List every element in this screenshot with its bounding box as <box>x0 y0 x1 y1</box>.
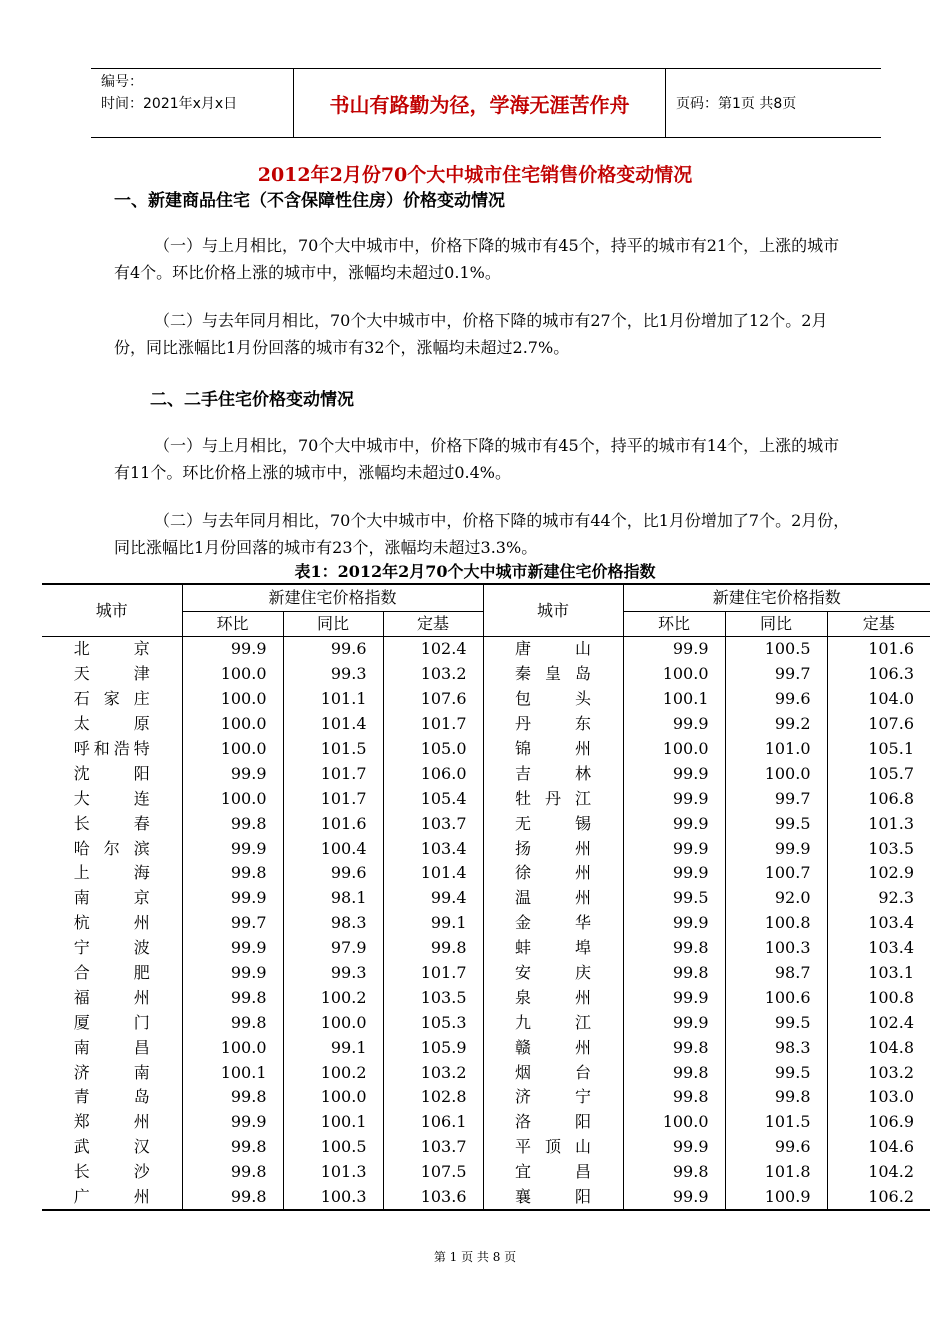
header-page: 页码：第1页 共8页 <box>676 96 797 112</box>
city-cell <box>42 1185 182 1211</box>
table-row <box>42 985 930 1010</box>
base-value: 101.3 <box>868 813 914 833</box>
mom-value: 100.0 <box>623 1110 725 1135</box>
city-name: 上海 <box>73 863 150 883</box>
col-header-city-left: 城市 <box>42 584 182 637</box>
city-cell <box>42 737 182 762</box>
col-header-yoy-right: 同比 <box>725 612 827 637</box>
city-cell <box>42 911 182 936</box>
base-value: 106.9 <box>868 1112 914 1132</box>
city-name: 济宁 <box>515 1087 591 1107</box>
base-value: 103.5 <box>383 985 483 1010</box>
city-cell <box>483 836 623 861</box>
yoy-value: 99.5 <box>725 811 827 836</box>
section1-heading: 一、新建商品住宅（不含保障性住房）价格变动情况 <box>114 191 505 211</box>
city-cell <box>42 1010 182 1035</box>
mom-value: 99.8 <box>623 936 725 961</box>
city-cell <box>42 786 182 811</box>
mom-value: 99.9 <box>182 961 283 986</box>
base-value: 104.0 <box>868 689 914 709</box>
base-value: 107.5 <box>383 1160 483 1185</box>
city-name: 大连 <box>73 788 150 808</box>
city-name: 广州 <box>73 1187 150 1207</box>
yoy-value: 100.3 <box>283 1185 383 1211</box>
city-cell <box>483 911 623 936</box>
yoy-value: 100.0 <box>725 761 827 786</box>
yoy-value: 100.1 <box>283 1110 383 1135</box>
city-cell <box>483 1185 623 1211</box>
header-meta <box>91 69 293 137</box>
mom-value: 99.8 <box>182 1085 283 1110</box>
mom-value: 99.8 <box>623 1035 725 1060</box>
yoy-value: 100.0 <box>283 1085 383 1110</box>
city-name: 赣州 <box>515 1037 591 1057</box>
base-value: 101.6 <box>868 639 914 659</box>
yoy-value: 97.9 <box>283 936 383 961</box>
city-cell <box>483 1135 623 1160</box>
city-cell <box>483 936 623 961</box>
city-cell <box>483 1160 623 1185</box>
base-value: 105.3 <box>383 1010 483 1035</box>
city-name: 青岛 <box>73 1087 150 1107</box>
yoy-value: 101.8 <box>725 1160 827 1185</box>
base-value: 99.1 <box>383 911 483 936</box>
city-name: 哈尔滨 <box>73 838 150 858</box>
yoy-value: 99.5 <box>725 1060 827 1085</box>
section2-heading: 二、二手住宅价格变动情况 <box>150 390 354 410</box>
yoy-value: 100.7 <box>725 861 827 886</box>
base-value: 107.6 <box>383 687 483 712</box>
col-header-mom-left: 环比 <box>182 612 283 637</box>
city-cell <box>483 761 623 786</box>
city-cell <box>483 712 623 737</box>
city-name: 扬州 <box>515 838 591 858</box>
base-value: 103.1 <box>868 963 914 983</box>
city-name: 安庆 <box>515 963 591 983</box>
section1-paragraph-1: （一）与上月相比，70个大中城市中，价格下降的城市有45个，持平的城市有21个，上涨的城市有4个。环比价格上涨的城市中，涨幅均未超过0.1%。 <box>114 236 840 282</box>
city-name: 金华 <box>515 913 591 933</box>
mom-value: 100.0 <box>182 786 283 811</box>
table-row <box>42 1060 930 1085</box>
col-header-base-right: 定基 <box>827 612 930 637</box>
mom-value: 99.9 <box>623 1185 725 1211</box>
yoy-value: 100.0 <box>283 1010 383 1035</box>
header-number: 编号： <box>101 74 143 90</box>
city-cell <box>483 662 623 687</box>
city-name: 泉州 <box>515 987 591 1007</box>
mom-value: 99.8 <box>182 1010 283 1035</box>
mom-value: 100.0 <box>182 1035 283 1060</box>
mom-value: 99.8 <box>182 1185 283 1211</box>
mom-value: 99.7 <box>182 911 283 936</box>
base-value: 104.6 <box>868 1137 914 1157</box>
mom-value: 99.9 <box>182 637 283 662</box>
yoy-value: 101.7 <box>283 786 383 811</box>
city-cell <box>483 861 623 886</box>
city-cell <box>42 761 182 786</box>
base-value: 103.2 <box>383 1060 483 1085</box>
city-cell <box>42 1085 182 1110</box>
city-name: 烟台 <box>515 1062 591 1082</box>
document-header <box>91 68 881 138</box>
yoy-value: 99.6 <box>725 1135 827 1160</box>
base-value: 106.8 <box>868 788 914 808</box>
yoy-value: 99.9 <box>725 836 827 861</box>
city-cell <box>42 1110 182 1135</box>
city-cell <box>42 1035 182 1060</box>
city-name: 呼和浩特 <box>73 739 150 758</box>
table-row <box>42 687 930 712</box>
city-cell <box>42 1060 182 1085</box>
city-name: 襄阳 <box>515 1187 591 1207</box>
mom-value: 99.5 <box>623 886 725 911</box>
base-value: 92.3 <box>878 888 914 908</box>
city-name: 包头 <box>515 689 591 709</box>
city-name: 蚌埠 <box>515 938 591 958</box>
yoy-value: 98.7 <box>725 961 827 986</box>
city-cell <box>483 961 623 986</box>
mom-value: 99.9 <box>623 985 725 1010</box>
base-value: 105.4 <box>383 786 483 811</box>
yoy-value: 101.6 <box>283 811 383 836</box>
col-header-group-left: 新建住宅价格指数 <box>182 584 483 612</box>
city-name: 秦皇岛 <box>515 664 591 684</box>
city-name: 南京 <box>73 888 150 908</box>
city-name: 北京 <box>73 639 150 659</box>
city-cell <box>483 786 623 811</box>
mom-value: 99.9 <box>623 1010 725 1035</box>
table-row <box>42 961 930 986</box>
city-name: 平顶山 <box>515 1137 591 1157</box>
yoy-value: 98.1 <box>283 886 383 911</box>
base-value: 103.7 <box>383 1135 483 1160</box>
yoy-value: 100.2 <box>283 985 383 1010</box>
table-row <box>42 861 930 886</box>
mom-value: 99.9 <box>623 836 725 861</box>
city-name: 锦州 <box>515 739 591 758</box>
city-name: 长春 <box>73 813 150 833</box>
city-cell <box>42 811 182 836</box>
yoy-value: 100.4 <box>283 836 383 861</box>
mom-value: 99.9 <box>182 761 283 786</box>
yoy-value: 98.3 <box>725 1035 827 1060</box>
city-cell <box>42 985 182 1010</box>
city-cell <box>42 662 182 687</box>
base-value: 103.4 <box>868 913 914 933</box>
base-value: 103.0 <box>868 1087 914 1107</box>
mom-value: 99.8 <box>182 811 283 836</box>
city-name: 天津 <box>73 664 150 684</box>
base-value: 107.6 <box>868 714 914 734</box>
city-cell <box>483 737 623 762</box>
section1-paragraph-2: （二）与去年同月相比，70个大中城市中，价格下降的城市有27个，比1月份增加了12个。2月份，同比涨幅比1月份回落的城市有32个，涨幅均未超过2.7%。 <box>114 311 828 357</box>
city-cell <box>42 637 182 662</box>
table-row <box>42 1085 930 1110</box>
city-name: 厦门 <box>73 1012 150 1032</box>
mom-value: 99.9 <box>623 861 725 886</box>
mom-value: 99.9 <box>623 712 725 737</box>
yoy-value: 92.0 <box>725 886 827 911</box>
base-value: 105.7 <box>868 763 914 783</box>
base-value: 103.6 <box>383 1185 483 1211</box>
yoy-value: 99.1 <box>283 1035 383 1060</box>
yoy-value: 101.0 <box>725 737 827 762</box>
city-name: 长沙 <box>73 1162 150 1182</box>
mom-value: 100.1 <box>182 1060 283 1085</box>
base-value: 102.4 <box>868 1012 914 1032</box>
base-value: 106.2 <box>868 1187 914 1207</box>
col-header-group-right: 新建住宅价格指数 <box>623 584 930 612</box>
base-value: 105.1 <box>868 739 914 758</box>
base-value: 104.2 <box>868 1162 914 1182</box>
city-name: 九江 <box>515 1012 591 1032</box>
table-body <box>42 637 930 1211</box>
base-value: 100.8 <box>868 987 914 1007</box>
yoy-value: 100.6 <box>725 985 827 1010</box>
mom-value: 99.9 <box>182 886 283 911</box>
yoy-value: 101.3 <box>283 1160 383 1185</box>
base-value: 102.8 <box>383 1085 483 1110</box>
base-value: 105.9 <box>383 1035 483 1060</box>
base-value: 105.0 <box>383 737 483 762</box>
table-row <box>42 836 930 861</box>
city-name: 吉林 <box>515 763 591 783</box>
city-cell <box>483 637 623 662</box>
city-cell <box>42 886 182 911</box>
mom-value: 99.8 <box>623 1085 725 1110</box>
city-name: 唐山 <box>515 639 591 659</box>
city-name: 宜昌 <box>515 1162 591 1182</box>
mom-value: 99.9 <box>623 761 725 786</box>
mom-value: 100.0 <box>182 712 283 737</box>
base-value: 103.4 <box>383 836 483 861</box>
city-name: 牡丹江 <box>515 788 591 808</box>
yoy-value: 99.3 <box>283 961 383 986</box>
table-row <box>42 1035 930 1060</box>
city-name: 济南 <box>73 1062 150 1082</box>
yoy-value: 100.9 <box>725 1185 827 1211</box>
city-cell <box>483 811 623 836</box>
base-value: 103.2 <box>868 1062 914 1082</box>
city-name: 温州 <box>515 888 591 908</box>
mom-value: 99.9 <box>182 1110 283 1135</box>
yoy-value: 100.2 <box>283 1060 383 1085</box>
section2-paragraph-1: （一）与上月相比，70个大中城市中，价格下降的城市有45个，持平的城市有14个，上涨的城市有11个。环比价格上涨的城市中，涨幅均未超过0.4%。 <box>114 436 840 482</box>
mom-value: 99.8 <box>182 861 283 886</box>
city-cell <box>42 961 182 986</box>
yoy-value: 101.4 <box>283 712 383 737</box>
mom-value: 100.0 <box>182 662 283 687</box>
table-row <box>42 712 930 737</box>
price-index-table <box>42 583 930 1211</box>
table-row <box>42 1010 930 1035</box>
base-value: 101.7 <box>383 961 483 986</box>
base-value: 102.4 <box>383 637 483 662</box>
mom-value: 99.9 <box>623 637 725 662</box>
city-cell <box>42 836 182 861</box>
yoy-value: 99.6 <box>725 687 827 712</box>
city-cell <box>483 687 623 712</box>
city-cell <box>483 985 623 1010</box>
base-value: 104.8 <box>868 1037 914 1057</box>
city-cell <box>483 1060 623 1085</box>
base-value: 99.8 <box>383 936 483 961</box>
mom-value: 100.1 <box>623 687 725 712</box>
city-name: 石家庄 <box>73 689 150 709</box>
city-name: 福州 <box>73 987 150 1007</box>
mom-value: 99.8 <box>623 1060 725 1085</box>
header-time: 时间：2021年x月x日 <box>101 96 238 112</box>
table-row <box>42 886 930 911</box>
mom-value: 99.8 <box>182 985 283 1010</box>
base-value: 103.4 <box>868 938 914 958</box>
base-value: 103.5 <box>868 838 914 858</box>
yoy-value: 101.5 <box>283 737 383 762</box>
city-name: 合肥 <box>73 963 150 983</box>
mom-value: 99.9 <box>623 786 725 811</box>
mom-value: 99.8 <box>182 1135 283 1160</box>
city-cell <box>42 712 182 737</box>
city-name: 徐州 <box>515 863 591 883</box>
table-row <box>42 637 930 662</box>
mom-value: 99.9 <box>623 911 725 936</box>
mom-value: 99.8 <box>623 961 725 986</box>
table-row <box>42 737 930 762</box>
col-header-city-right: 城市 <box>483 584 623 637</box>
table-row <box>42 1135 930 1160</box>
table-row <box>42 761 930 786</box>
yoy-value: 99.7 <box>725 786 827 811</box>
yoy-value: 99.5 <box>725 1010 827 1035</box>
city-name: 无锡 <box>515 813 591 833</box>
base-value: 101.4 <box>383 861 483 886</box>
city-name: 宁波 <box>73 938 150 958</box>
yoy-value: 99.8 <box>725 1085 827 1110</box>
col-header-yoy-left: 同比 <box>283 612 383 637</box>
yoy-value: 99.7 <box>725 662 827 687</box>
mom-value: 100.0 <box>182 687 283 712</box>
mom-value: 99.8 <box>182 1160 283 1185</box>
city-cell <box>483 1085 623 1110</box>
mom-value: 100.0 <box>623 737 725 762</box>
table-row <box>42 1185 930 1211</box>
table-row <box>42 662 930 687</box>
city-cell <box>42 687 182 712</box>
col-header-base-left: 定基 <box>383 612 483 637</box>
city-name: 杭州 <box>73 913 150 933</box>
base-value: 106.3 <box>868 664 914 684</box>
base-value: 103.7 <box>383 811 483 836</box>
page-footer: 第 1 页 共 8 页 <box>433 1250 517 1264</box>
mom-value: 99.9 <box>182 836 283 861</box>
yoy-value: 100.5 <box>283 1135 383 1160</box>
table-caption: 表1：2012年2月70个大中城市新建住宅价格指数 <box>294 562 656 581</box>
table-row <box>42 1160 930 1185</box>
table-row <box>42 936 930 961</box>
city-cell <box>483 1035 623 1060</box>
table-row <box>42 911 930 936</box>
base-value: 106.1 <box>383 1110 483 1135</box>
mom-value: 99.9 <box>623 811 725 836</box>
document-title: 2012年2月份70个大中城市住宅销售价格变动情况 <box>257 164 693 186</box>
base-value: 99.4 <box>383 886 483 911</box>
mom-value: 99.9 <box>623 1135 725 1160</box>
city-cell <box>42 861 182 886</box>
city-name: 郑州 <box>73 1112 150 1132</box>
city-cell <box>483 886 623 911</box>
city-cell <box>483 1110 623 1135</box>
yoy-value: 100.3 <box>725 936 827 961</box>
city-cell <box>42 936 182 961</box>
yoy-value: 99.6 <box>283 637 383 662</box>
col-header-mom-right: 环比 <box>623 612 725 637</box>
table-row <box>42 786 930 811</box>
mom-value: 99.9 <box>182 936 283 961</box>
yoy-value: 101.7 <box>283 761 383 786</box>
base-value: 101.7 <box>383 712 483 737</box>
yoy-value: 99.3 <box>283 662 383 687</box>
city-cell <box>483 1010 623 1035</box>
header-motto: 书山有路勤为径，学海无涯苦作舟 <box>293 69 666 137</box>
mom-value: 99.8 <box>623 1160 725 1185</box>
city-cell <box>42 1135 182 1160</box>
yoy-value: 99.6 <box>283 861 383 886</box>
city-name: 沈阳 <box>73 763 150 783</box>
base-value: 102.9 <box>868 863 914 883</box>
city-cell <box>42 1160 182 1185</box>
yoy-value: 100.5 <box>725 637 827 662</box>
yoy-value: 99.2 <box>725 712 827 737</box>
table-row <box>42 1110 930 1135</box>
city-name: 丹东 <box>515 714 591 734</box>
table-row <box>42 811 930 836</box>
base-value: 103.2 <box>383 662 483 687</box>
city-name: 南昌 <box>73 1037 150 1057</box>
base-value: 106.0 <box>383 761 483 786</box>
yoy-value: 100.8 <box>725 911 827 936</box>
city-name: 洛阳 <box>515 1112 591 1132</box>
section2-paragraph-2: （二）与去年同月相比，70个大中城市中，价格下降的城市有44个，比1月份增加了7个。2月份，同比涨幅比1月份回落的城市有23个，涨幅均未超过3.3%。 <box>114 511 850 557</box>
city-name: 武汉 <box>73 1137 150 1157</box>
mom-value: 100.0 <box>182 737 283 762</box>
yoy-value: 98.3 <box>283 911 383 936</box>
city-name: 太原 <box>73 714 150 734</box>
mom-value: 100.0 <box>623 662 725 687</box>
yoy-value: 101.5 <box>725 1110 827 1135</box>
yoy-value: 101.1 <box>283 687 383 712</box>
